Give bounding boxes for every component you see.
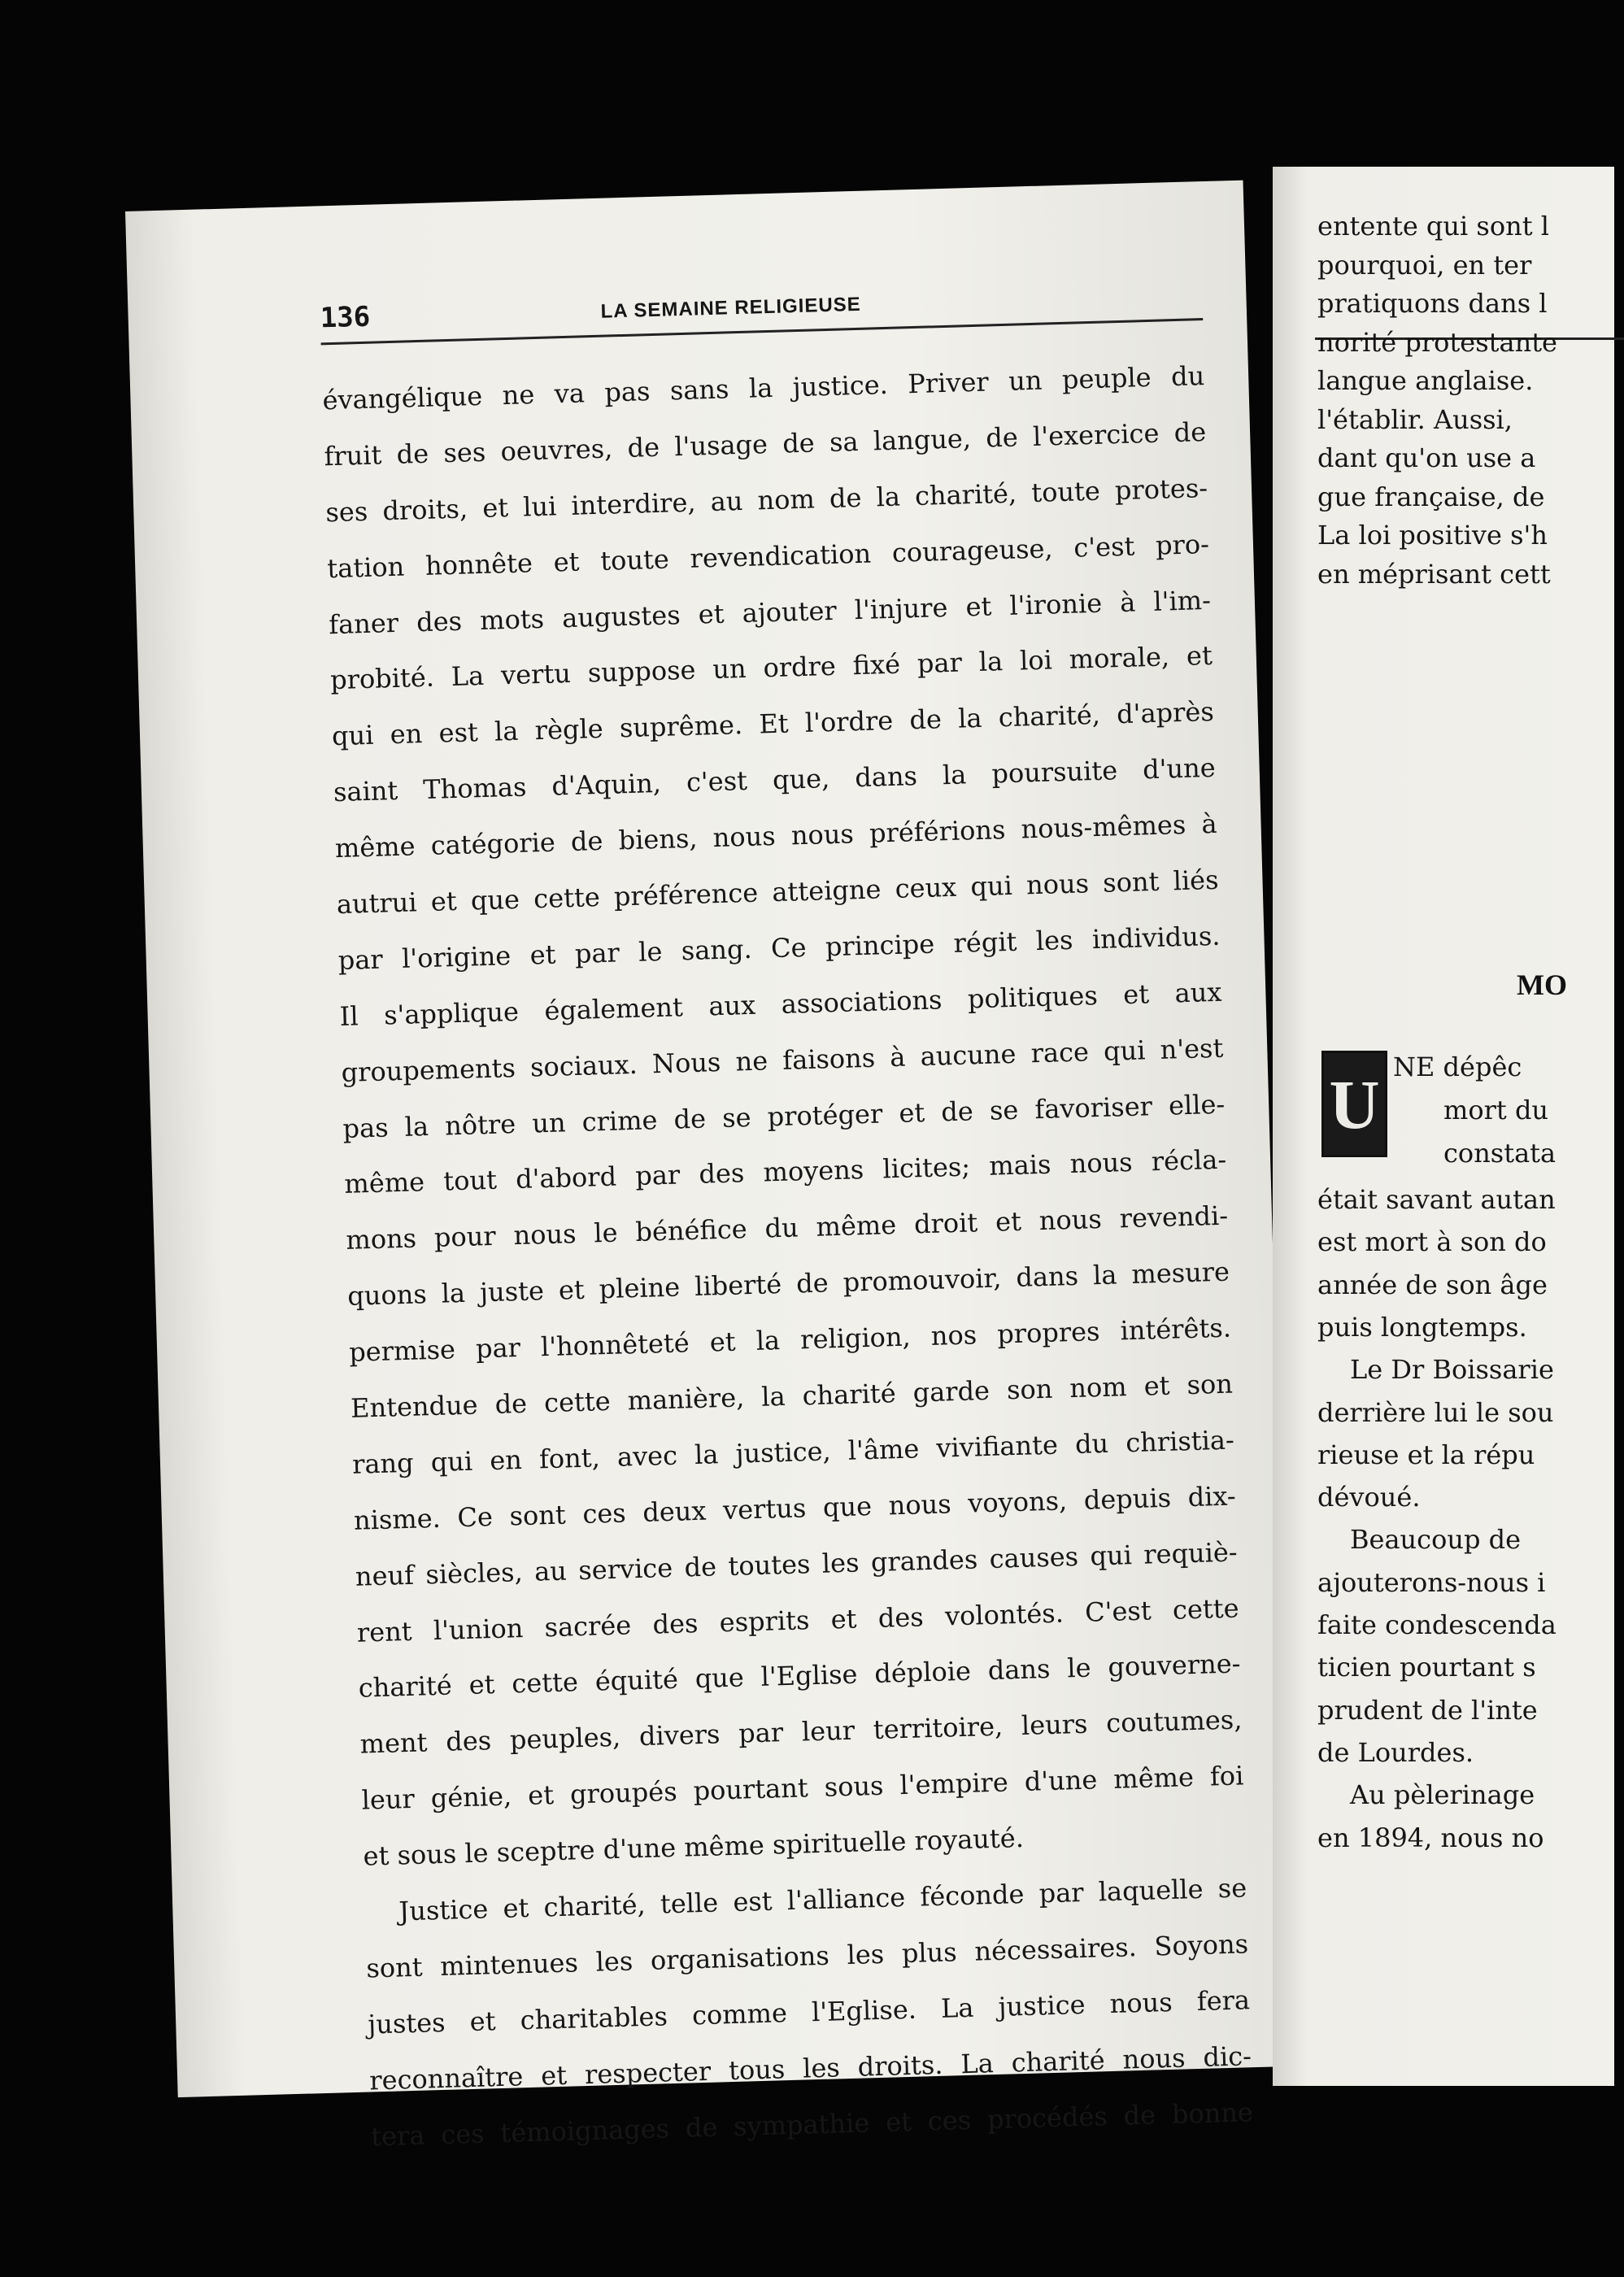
text-line: faite condescenda bbox=[1317, 1609, 1557, 1640]
text-line: rang qui en font, avec la justice, l'âme vivifiante du christia- bbox=[351, 1424, 1235, 1480]
text-line: Au pèlerinage bbox=[1350, 1779, 1535, 1811]
body-text bbox=[322, 348, 1254, 2165]
text-line: tation honnête et toute revendication courageuse, c'est pro- bbox=[326, 528, 1210, 584]
text-line: qui en est la règle suprême. Et l'ordre de la charité, d'après bbox=[331, 696, 1215, 752]
text-line: fruit de ses oeuvres, de l'usage de sa langue, de l'exercice de bbox=[323, 416, 1207, 472]
text-line: année de son âge bbox=[1317, 1269, 1548, 1300]
page-number: 136 bbox=[320, 300, 371, 335]
text-line: gue française, de bbox=[1317, 481, 1545, 512]
text-line: Entendue de cette manière, la charité garde son nom et son bbox=[350, 1368, 1234, 1424]
page-header bbox=[320, 277, 1203, 345]
text-line: prudent de l'inte bbox=[1317, 1694, 1538, 1726]
text-line: l'établir. Aussi, bbox=[1317, 403, 1513, 435]
text-line: rieuse et la répu bbox=[1317, 1439, 1535, 1470]
text-line: mons pour nous le bénéfice du même droit et nous revendi- bbox=[345, 1199, 1229, 1256]
text-line: rent l'union sacrée des esprits et des volontés. C'est cette bbox=[356, 1592, 1240, 1648]
text-line: justes et charitables comme l'Eglise. La justice nous fera bbox=[367, 1984, 1251, 2040]
text-line: par l'origine et par le sang. Ce principe régit les individus. bbox=[337, 920, 1221, 976]
text-line: groupements sociaux. Nous ne faisons à aucune race qui n'est bbox=[341, 1032, 1224, 1088]
text-line: sont mintenues les organisations les plus nécessaires. Soyons bbox=[365, 1928, 1249, 1984]
text-line: autrui et que cette préférence atteigne ceux qui nous sont liés bbox=[336, 864, 1220, 921]
text-line: probité. La vertu suppose un ordre fixé par la loi morale, et bbox=[329, 640, 1213, 696]
text-line: derrière lui le sou bbox=[1317, 1396, 1554, 1428]
text-line: langue anglaise. bbox=[1317, 365, 1534, 396]
dropcap-letter: U bbox=[1329, 1064, 1380, 1143]
text-line: en 1894, nous no bbox=[1317, 1822, 1544, 1853]
text-line: La loi positive s'h bbox=[1317, 520, 1548, 551]
text-line: norité protestante bbox=[1317, 326, 1557, 358]
text-line: entente qui sont l bbox=[1317, 211, 1549, 242]
text-line: en méprisant cett bbox=[1317, 558, 1551, 590]
text-line: tera ces témoignages de sympathie et ces procédés de bonne bbox=[370, 2096, 1254, 2153]
text-line: mort du bbox=[1443, 1095, 1549, 1125]
text-line: Le Dr Boissarie bbox=[1350, 1354, 1554, 1386]
text-line: NE dépêc bbox=[1393, 1051, 1522, 1082]
text-line: leur génie, et groupés pourtant sous l'empire d'une même foi bbox=[361, 1760, 1244, 1816]
text-line: Beaucoup de bbox=[1350, 1524, 1522, 1556]
running-title: LA SEMAINE RELIGIEUSE bbox=[600, 293, 862, 323]
text-line: ajouterons-nous i bbox=[1317, 1566, 1546, 1598]
text-line: était savant autan bbox=[1317, 1184, 1556, 1215]
text-line: même catégorie de biens, nous nous préférions nous-mêmes à bbox=[334, 808, 1218, 864]
text-line: neuf siècles, au service de toutes les grandes causes qui requiè- bbox=[355, 1536, 1239, 1592]
text-line: même tout d'abord par des moyens licites; mais nous récla- bbox=[343, 1144, 1227, 1200]
text-line: puis longtemps. bbox=[1317, 1311, 1527, 1343]
left-page bbox=[125, 181, 1295, 2153]
text-line: Il s'applique également aux associations politiques et aux bbox=[339, 976, 1222, 1032]
section-heading: MO bbox=[1517, 969, 1567, 1001]
text-line: reconnaître et respecter tous les droits. La charité nous dic- bbox=[368, 2040, 1252, 2096]
text-line: quons la juste et pleine liberté de promouvoir, dans la mesure bbox=[346, 1256, 1230, 1313]
text-line: dant qu'on use a bbox=[1317, 442, 1536, 473]
text-line: évangélique ne va pas sans la justice. Priver un peuple du bbox=[322, 360, 1205, 416]
text-line: constata bbox=[1443, 1138, 1557, 1169]
text-line: ment des peuples, divers par leur territoire, leurs coutumes, bbox=[359, 1704, 1243, 1761]
text-line: ticien pourtant s bbox=[1317, 1652, 1536, 1683]
text-line: faner des mots augustes et ajouter l'injure et l'ironie à l'im- bbox=[328, 584, 1212, 640]
dropcap bbox=[1321, 1051, 1387, 1157]
text-line: pratiquons dans l bbox=[1317, 288, 1548, 319]
text-line: est mort à son do bbox=[1317, 1226, 1547, 1258]
text-line: de Lourdes. bbox=[1317, 1736, 1474, 1768]
text-line: ses droits, et lui interdire, au nom de la charité, toute protes- bbox=[324, 472, 1208, 529]
text-line: pas la nôtre un crime de se protéger et de se favoriser elle- bbox=[342, 1088, 1226, 1144]
text-line: nisme. Ce sont ces deux vertus que nous voyons, depuis dix- bbox=[353, 1480, 1237, 1536]
text-line: saint Thomas d'Aquin, c'est que, dans la poursuite d'une bbox=[333, 752, 1217, 808]
text-line: permise par l'honnêteté et la religion, nos propres intérêts. bbox=[348, 1312, 1232, 1368]
text-line: dévoué. bbox=[1317, 1482, 1421, 1513]
text-line: pourquoi, en ter bbox=[1317, 249, 1532, 281]
text-line: et sous le sceptre d'une même spirituelle royauté. bbox=[363, 1822, 1025, 1872]
text-line: charité et cette équité que l'Eglise déploie dans le gouverne- bbox=[358, 1648, 1241, 1704]
text-line: Justice et charité, telle est l'alliance féconde par laquelle se bbox=[398, 1872, 1247, 1927]
